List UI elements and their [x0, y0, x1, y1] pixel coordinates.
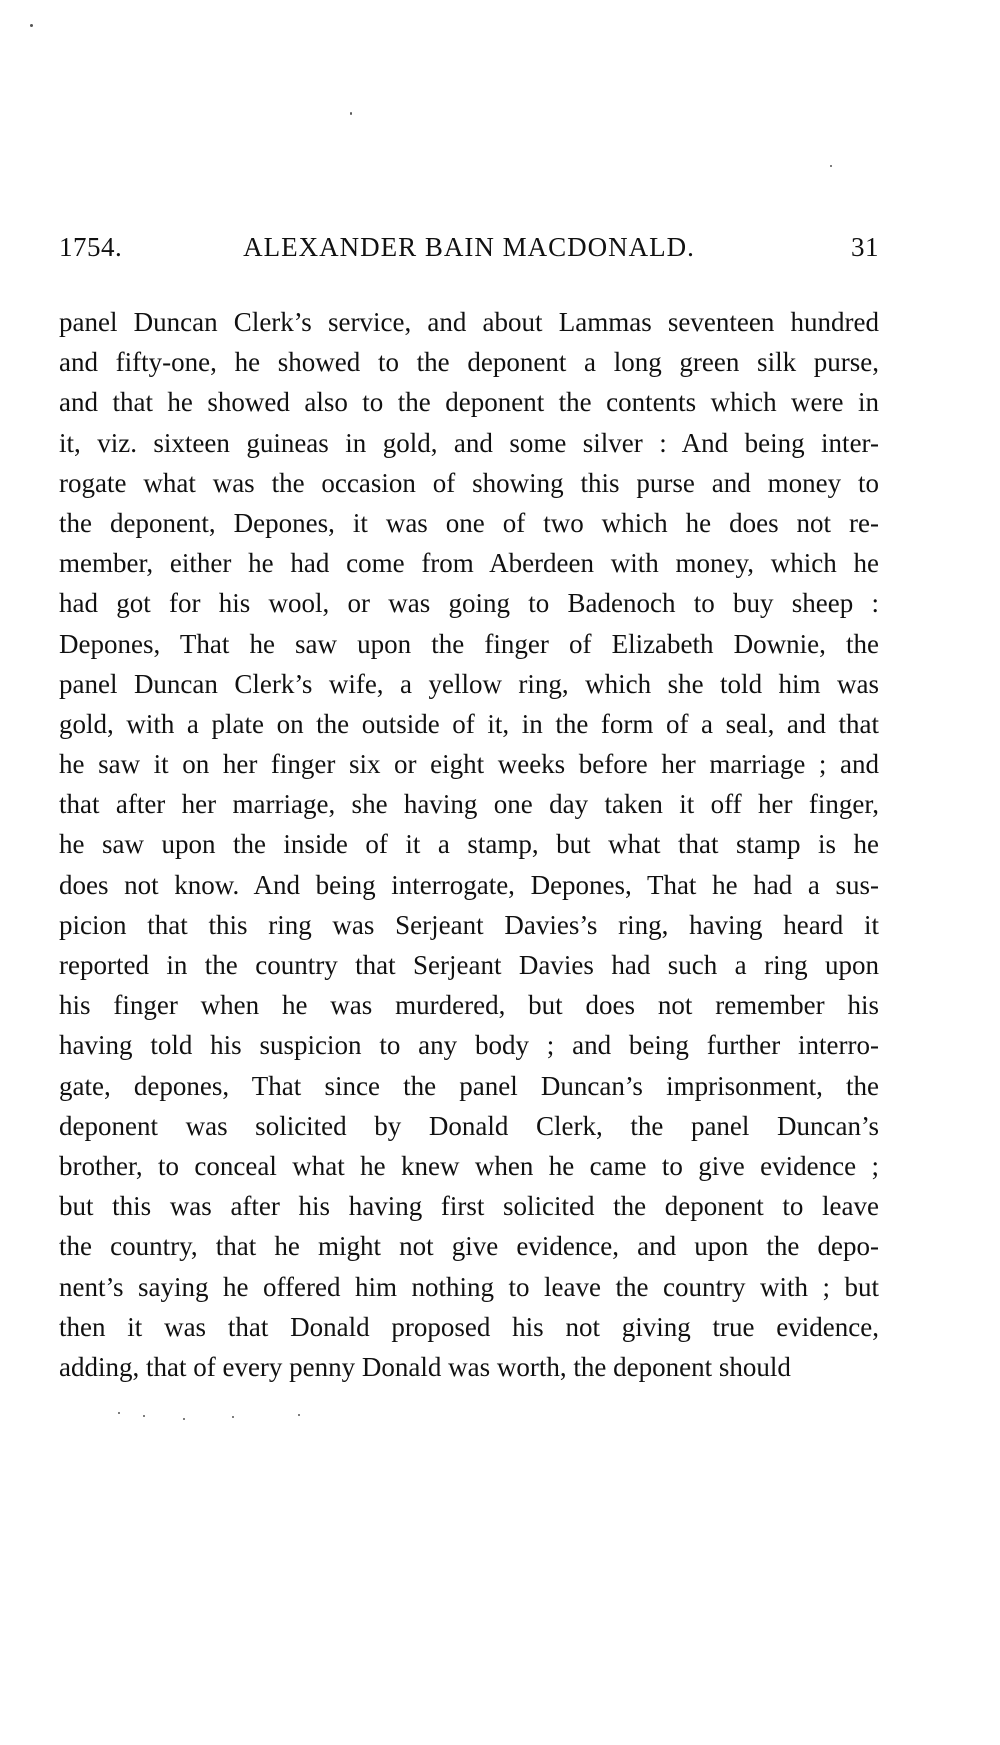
- page-number: 31: [851, 232, 879, 262]
- text-line: gold, with a plate on the outside of it, in the form of a seal, and that: [59, 708, 879, 739]
- scan-speck: [350, 112, 352, 115]
- text-line: reported in the country that Serjeant Davies had such a ring upon: [59, 950, 879, 980]
- text-line: that after her marriage, she having one day taken it off her finger,: [59, 789, 879, 820]
- text-line: and fifty-one, he showed to the deponent a long green silk purse,: [59, 347, 879, 378]
- text-line: the deponent, Depones, it was one of two which he does not re-: [59, 507, 879, 538]
- text-line: adding, that of every penny Donald was worth, the deponent should: [59, 1351, 791, 1382]
- scan-speck: [30, 24, 33, 27]
- text-line: he saw it on her finger six or eight weeks before her marriage ; and: [59, 749, 879, 780]
- text-line: picion that this ring was Serjeant Davies’s ring, having heard it: [59, 909, 879, 940]
- text-line: had got for his wool, or was going to Badenoch to buy sheep :: [59, 588, 879, 619]
- scan-speck: [232, 1416, 234, 1418]
- body-text: [59, 302, 879, 1387]
- text-line: Depones, That he saw upon the finger of Elizabeth Downie, the: [59, 628, 879, 659]
- text-line: brother, to conceal what he knew when he came to give evidence ;: [59, 1150, 879, 1181]
- text-line: and that he showed also to the deponent the contents which were in: [59, 387, 879, 418]
- text-line: his finger when he was murdered, but does not remember his: [59, 990, 879, 1021]
- running-head-title: ALEXANDER BAIN MACDONALD.: [243, 232, 695, 262]
- text-line: gate, depones, That since the panel Duncan’s imprisonment, the: [59, 1070, 879, 1101]
- running-head-year: 1754.: [59, 232, 123, 262]
- text-line: deponent was solicited by Donald Clerk, the panel Duncan’s: [59, 1110, 879, 1141]
- scan-speck: [298, 1414, 300, 1416]
- text-line: he saw upon the inside of it a stamp, but what that stamp is he: [59, 829, 879, 860]
- text-line: rogate what was the occasion of showing this purse and money to: [59, 467, 879, 498]
- scan-speck: [183, 1418, 185, 1420]
- scan-speck: [143, 1415, 145, 1417]
- text-line: it, viz. sixteen guineas in gold, and some silver : And being inter-: [59, 427, 879, 458]
- running-head: [59, 232, 879, 272]
- text-line: nent’s saying he offered him nothing to leave the country with ; but: [59, 1271, 879, 1302]
- text-line: then it was that Donald proposed his not giving true evidence,: [59, 1311, 879, 1342]
- text-line: does not know. And being interrogate, Depones, That he had a sus-: [59, 869, 879, 900]
- scan-speck: [830, 165, 832, 167]
- text-line: the country, that he might not give evidence, and upon the depo-: [59, 1231, 879, 1262]
- text-line: panel Duncan Clerk’s wife, a yellow ring, which she told him was: [59, 668, 879, 699]
- text-line: panel Duncan Clerk’s service, and about Lammas seventeen hundred: [59, 307, 879, 337]
- text-line: member, either he had come from Aberdeen with money, which he: [59, 548, 879, 579]
- text-line: but this was after his having first solicited the deponent to leave: [59, 1191, 879, 1222]
- scan-speck: [118, 1412, 120, 1414]
- text-line: having told his suspicion to any body ; and being further interro-: [59, 1030, 879, 1061]
